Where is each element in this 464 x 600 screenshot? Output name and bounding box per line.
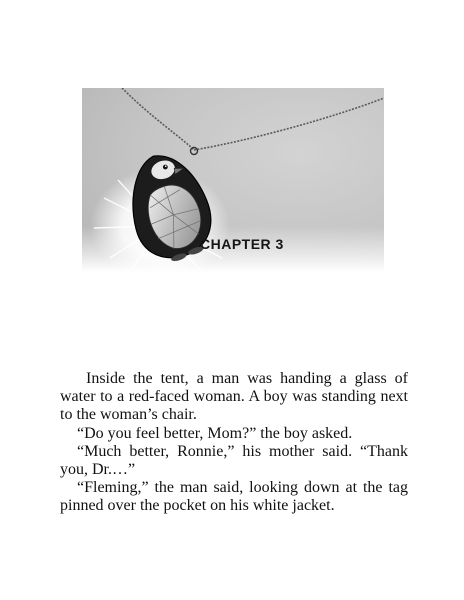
paragraph: “Fleming,” the man said, looking down at the tag pinned over the pocket on his white jacket. (60, 479, 408, 515)
paragraph: “Do you feel better, Mom?” the boy asked. (77, 424, 353, 442)
chapter-heading: CHAPTER 3 (200, 236, 284, 252)
body-text (60, 370, 408, 516)
paragraph: Inside the tent, a man was handing a glass of water to a red-faced woman. A boy was standing next to the woman’s chair. (60, 370, 408, 424)
paragraph: “Much better, Ronnie,” his mother said. “Thank you, Dr.…” (60, 442, 408, 479)
